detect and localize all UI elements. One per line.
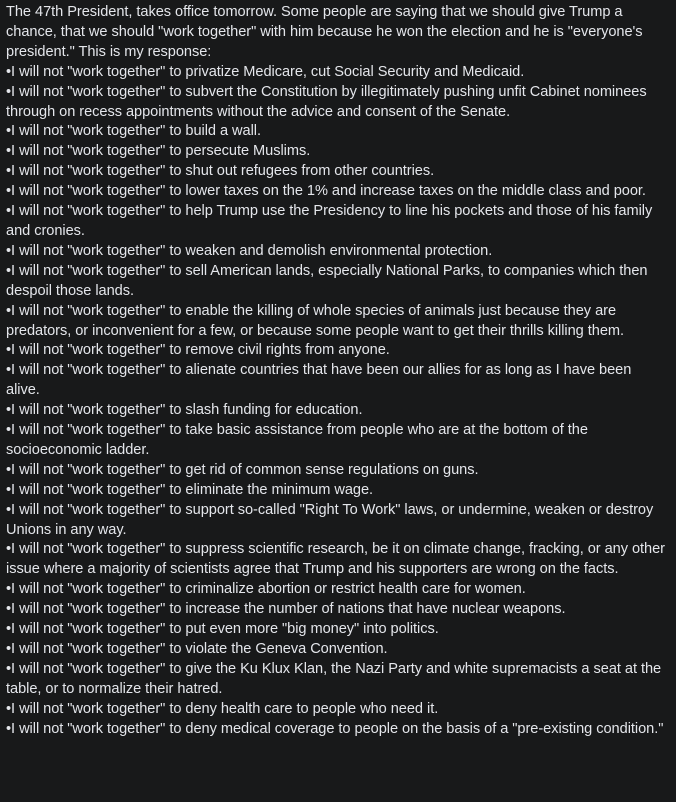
bullet-item: •I will not "work together" to support so-called "Right To Work" laws, or undermine, weaken or destroy Unions in any way.: [6, 501, 654, 538]
bullet-item: •I will not "work together" to subvert the Constitution by illegitimately pushing unfit Cabinet nominees through on recess appointments without the advice and consent of the Senate.: [6, 83, 647, 120]
bullet-item: •I will not "work together" to sell American lands, especially National Parks, to companies which then despoil those lands.: [6, 262, 648, 299]
bullet-item: •I will not "work together" to criminalize abortion or restrict health care for women.: [6, 581, 526, 598]
bullet-item: •I will not "work together" to enable the killing of whole species of animals just because they are predators, or inconvenient for a few, or because some people want to get their thrills killing them.: [6, 302, 625, 339]
bullet-item: •I will not "work together" to weaken and demolish environmental protection.: [6, 242, 493, 259]
bullet-item: •I will not "work together" to eliminate the minimum wage.: [6, 481, 374, 498]
bullet-item: •I will not "work together" to persecute Muslims.: [6, 143, 311, 160]
bullet-item: •I will not "work together" to alienate countries that have been our allies for as long as I have been alive.: [6, 362, 632, 399]
bullet-item: •I will not "work together" to lower taxes on the 1% and increase taxes on the middle class and poor.: [6, 183, 646, 200]
bullet-item: •I will not "work together" to slash funding for education.: [6, 402, 363, 419]
bullet-item: •I will not "work together" to increase the number of nations that have nuclear weapons.: [6, 601, 566, 618]
bullet-item: •I will not "work together" to remove civil rights from anyone.: [6, 342, 390, 359]
bullet-item: •I will not "work together" to put even more "big money" into politics.: [6, 621, 439, 638]
bullet-item: •I will not "work together" to help Trump use the Presidency to line his pockets and those of his family and cronies.: [6, 203, 653, 239]
bullet-item: •I will not "work together" to build a wall.: [6, 123, 261, 140]
bullet-item: •I will not "work together" to get rid of common sense regulations on guns.: [6, 461, 479, 478]
bullet-item: •I will not "work together" to suppress scientific research, be it on climate change, fracking, or any other issue where a majority of scientists agree that Trump and his supporters are wrong on the facts.: [6, 541, 665, 578]
post-intro: The 47th President, takes office tomorrow. Some people are saying that we should give Trump a chance, that we should "work together" with him because he won the election and he is "everyone's president." This is my response:: [6, 4, 643, 60]
bullet-item: •I will not "work together" to take basic assistance from people who are at the bottom of the socioeconomic ladder.: [6, 422, 588, 458]
bullet-item: •I will not "work together" to shut out refugees from other countries.: [6, 163, 435, 180]
bullet-item: •I will not "work together" to deny health care to people who need it.: [6, 700, 439, 717]
bullet-item: •I will not "work together" to deny medical coverage to people on the basis of a "pre-existing condition.": [6, 720, 664, 737]
bullet-item: •I will not "work together" to privatize Medicare, cut Social Security and Medicaid.: [6, 63, 525, 80]
bullet-item: •I will not "work together" to violate the Geneva Convention.: [6, 641, 388, 657]
bullet-item: •I will not "work together" to give the Ku Klux Klan, the Nazi Party and white supremacists a seat at the table, or to normalize their hatred.: [6, 660, 662, 697]
